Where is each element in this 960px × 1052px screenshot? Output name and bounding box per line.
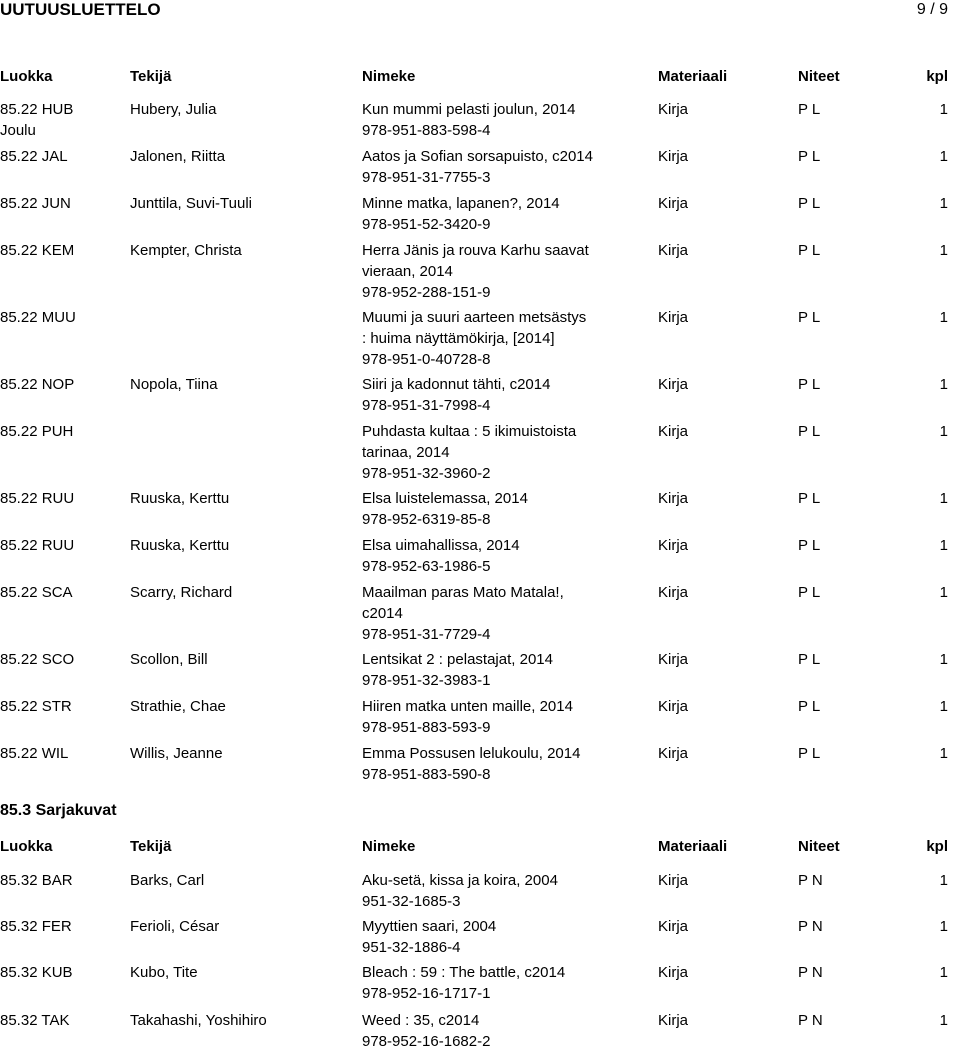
cell-tekija: Ruuska, Kerttu xyxy=(130,537,230,554)
cell-kpl: 1 xyxy=(939,376,948,393)
cell-luokka xyxy=(0,240,125,261)
header-tekija: Tekijä xyxy=(130,68,172,85)
cell-tekija: Ferioli, César xyxy=(130,918,220,935)
cell-kpl: 1 xyxy=(939,1012,948,1029)
luokka-line: 85.22 NOP xyxy=(0,376,75,393)
nimeke-line: 978-951-883-598-4 xyxy=(362,122,491,139)
cell-tekija: Ruuska, Kerttu xyxy=(130,490,230,507)
cell-materiaali: Kirja xyxy=(658,101,689,118)
luokka-line: 85.22 PUH xyxy=(0,423,74,440)
cell-nimeke xyxy=(362,916,642,958)
nimeke-line: Aku-setä, kissa ja koira, 2004 xyxy=(362,872,558,889)
nimeke-line: Weed : 35, c2014 xyxy=(362,1012,480,1029)
cell-niteet: P L xyxy=(798,745,821,762)
page-title: UUTUUSLUETTELO xyxy=(0,0,161,19)
cell-luokka xyxy=(0,193,125,214)
cell-materiaali: Kirja xyxy=(658,918,689,935)
header-luokka: Luokka xyxy=(0,838,53,855)
cell-luokka xyxy=(0,374,125,395)
cell-materiaali: Kirja xyxy=(658,537,689,554)
cell-materiaali: Kirja xyxy=(658,745,689,762)
cell-luokka xyxy=(0,488,125,509)
cell-nimeke xyxy=(362,240,642,303)
cell-tekija: Jalonen, Riitta xyxy=(130,148,226,165)
luokka-line: 85.22 WIL xyxy=(0,745,69,762)
nimeke-line: Kun mummi pelasti joulun, 2014 xyxy=(362,101,576,118)
cell-tekija: Barks, Carl xyxy=(130,872,205,889)
nimeke-line: Myyttien saari, 2004 xyxy=(362,918,497,935)
cell-materiaali: Kirja xyxy=(658,376,689,393)
cell-tekija: Takahashi, Yoshihiro xyxy=(130,1012,267,1029)
luokka-line: Joulu xyxy=(0,122,36,139)
header-nimeke: Nimeke xyxy=(362,68,416,85)
luokka-line: 85.22 SCO xyxy=(0,651,75,668)
nimeke-line: vieraan, 2014 xyxy=(362,263,453,280)
luokka-line: 85.22 SCA xyxy=(0,584,73,601)
cell-kpl: 1 xyxy=(939,490,948,507)
luokka-line: 85.22 KEM xyxy=(0,242,75,259)
nimeke-line: 978-952-63-1986-5 xyxy=(362,558,491,575)
cell-niteet: P L xyxy=(798,148,821,165)
nimeke-line: Bleach : 59 : The battle, c2014 xyxy=(362,964,566,981)
nimeke-line: 978-952-6319-85-8 xyxy=(362,511,491,528)
cell-nimeke xyxy=(362,743,642,785)
cell-nimeke xyxy=(362,307,642,370)
cell-niteet: P L xyxy=(798,101,821,118)
luokka-line: 85.22 JUN xyxy=(0,195,71,212)
nimeke-line: Maailman paras Mato Matala!, xyxy=(362,584,564,601)
cell-luokka xyxy=(0,962,125,983)
cell-luokka xyxy=(0,582,125,603)
cell-nimeke xyxy=(362,870,642,912)
cell-nimeke xyxy=(362,649,642,691)
header-luokka: Luokka xyxy=(0,68,53,85)
cell-materiaali: Kirja xyxy=(658,872,689,889)
luokka-line: 85.22 STR xyxy=(0,698,72,715)
header-kpl: kpl xyxy=(926,68,948,85)
nimeke-line: 978-952-288-151-9 xyxy=(362,284,491,301)
cell-luokka xyxy=(0,696,125,717)
cell-luokka xyxy=(0,870,125,891)
cell-tekija: Hubery, Julia xyxy=(130,101,217,118)
header-materiaali: Materiaali xyxy=(658,838,728,855)
cell-nimeke xyxy=(362,962,642,1004)
cell-materiaali: Kirja xyxy=(658,423,689,440)
luokka-line: 85.32 BAR xyxy=(0,872,73,889)
cell-nimeke xyxy=(362,1010,642,1052)
luokka-line: 85.32 TAK xyxy=(0,1012,70,1029)
cell-kpl: 1 xyxy=(939,309,948,326)
cell-materiaali: Kirja xyxy=(658,242,689,259)
nimeke-line: 978-952-16-1682-2 xyxy=(362,1033,491,1050)
cell-niteet: P N xyxy=(798,918,823,935)
cell-kpl: 1 xyxy=(939,101,948,118)
cell-luokka xyxy=(0,421,125,442)
cell-niteet: P L xyxy=(798,376,821,393)
cell-tekija: Kempter, Christa xyxy=(130,242,242,259)
cell-tekija: Junttila, Suvi-Tuuli xyxy=(130,195,252,212)
nimeke-line: Puhdasta kultaa : 5 ikimuistoista xyxy=(362,423,577,440)
cell-tekija: Kubo, Tite xyxy=(130,964,198,981)
cell-materiaali: Kirja xyxy=(658,490,689,507)
luokka-line: 85.32 FER xyxy=(0,918,72,935)
cell-nimeke xyxy=(362,421,642,484)
cell-niteet: P L xyxy=(798,490,821,507)
cell-kpl: 1 xyxy=(939,918,948,935)
cell-niteet: P N xyxy=(798,872,823,889)
cell-materiaali: Kirja xyxy=(658,584,689,601)
cell-niteet: P L xyxy=(798,423,821,440)
cell-nimeke xyxy=(362,193,642,235)
nimeke-line: 978-951-31-7755-3 xyxy=(362,169,491,186)
cell-materiaali: Kirja xyxy=(658,195,689,212)
header-kpl: kpl xyxy=(926,838,948,855)
cell-kpl: 1 xyxy=(939,584,948,601)
nimeke-line: 951-32-1685-3 xyxy=(362,893,461,910)
nimeke-line: 978-951-883-593-9 xyxy=(362,719,491,736)
cell-niteet: P N xyxy=(798,1012,823,1029)
cell-niteet: P L xyxy=(798,698,821,715)
nimeke-line: Emma Possusen lelukoulu, 2014 xyxy=(362,745,581,762)
cell-luokka xyxy=(0,649,125,670)
cell-tekija: Strathie, Chae xyxy=(130,698,226,715)
cell-kpl: 1 xyxy=(939,872,948,889)
nimeke-line: 978-952-16-1717-1 xyxy=(362,985,491,1002)
cell-nimeke xyxy=(362,146,642,188)
cell-kpl: 1 xyxy=(939,242,948,259)
cell-nimeke xyxy=(362,535,642,577)
cell-kpl: 1 xyxy=(939,964,948,981)
nimeke-line: Elsa uimahallissa, 2014 xyxy=(362,537,520,554)
cell-kpl: 1 xyxy=(939,651,948,668)
nimeke-line: 978-951-32-3960-2 xyxy=(362,465,491,482)
nimeke-line: : huima näyttämökirja, [2014] xyxy=(362,330,555,347)
nimeke-line: 978-951-31-7729-4 xyxy=(362,626,491,643)
nimeke-line: 978-951-883-590-8 xyxy=(362,766,491,783)
nimeke-line: c2014 xyxy=(362,605,403,622)
luokka-line: 85.22 RUU xyxy=(0,537,75,554)
header-niteet: Niteet xyxy=(798,838,840,855)
nimeke-line: Muumi ja suuri aarteen metsästys xyxy=(362,309,587,326)
luokka-line: 85.22 RUU xyxy=(0,490,75,507)
cell-tekija: Scarry, Richard xyxy=(130,584,233,601)
cell-kpl: 1 xyxy=(939,148,948,165)
cell-kpl: 1 xyxy=(939,537,948,554)
nimeke-line: 978-951-52-3420-9 xyxy=(362,216,491,233)
header-materiaali: Materiaali xyxy=(658,68,728,85)
nimeke-line: Lentsikat 2 : pelastajat, 2014 xyxy=(362,651,553,668)
luokka-line: 85.22 HUB xyxy=(0,101,74,118)
luokka-line: 85.22 MUU xyxy=(0,309,76,326)
cell-nimeke xyxy=(362,488,642,530)
cell-nimeke xyxy=(362,99,642,141)
cell-kpl: 1 xyxy=(939,745,948,762)
cell-luokka xyxy=(0,99,125,141)
header-tekija: Tekijä xyxy=(130,838,172,855)
cell-nimeke xyxy=(362,696,642,738)
cell-kpl: 1 xyxy=(939,423,948,440)
cell-materiaali: Kirja xyxy=(658,1012,689,1029)
nimeke-line: Siiri ja kadonnut tähti, c2014 xyxy=(362,376,551,393)
cell-nimeke xyxy=(362,374,642,416)
luokka-line: 85.22 JAL xyxy=(0,148,68,165)
cell-luokka xyxy=(0,535,125,556)
nimeke-line: Hiiren matka unten maille, 2014 xyxy=(362,698,573,715)
nimeke-line: 978-951-31-7998-4 xyxy=(362,397,491,414)
cell-kpl: 1 xyxy=(939,698,948,715)
cell-tekija: Scollon, Bill xyxy=(130,651,208,668)
nimeke-line: tarinaa, 2014 xyxy=(362,444,450,461)
cell-niteet: P L xyxy=(798,651,821,668)
header-niteet: Niteet xyxy=(798,68,840,85)
cell-niteet: P L xyxy=(798,309,821,326)
cell-niteet: P L xyxy=(798,195,821,212)
header-nimeke: Nimeke xyxy=(362,838,416,855)
cell-nimeke xyxy=(362,582,642,645)
nimeke-line: Aatos ja Sofian sorsapuisto, c2014 xyxy=(362,148,593,165)
nimeke-line: Minne matka, lapanen?, 2014 xyxy=(362,195,560,212)
cell-kpl: 1 xyxy=(939,195,948,212)
nimeke-line: 951-32-1886-4 xyxy=(362,939,461,956)
cell-niteet: P L xyxy=(798,242,821,259)
cell-materiaali: Kirja xyxy=(658,309,689,326)
table-header xyxy=(0,837,960,857)
cell-luokka xyxy=(0,743,125,764)
cell-materiaali: Kirja xyxy=(658,148,689,165)
cell-niteet: P L xyxy=(798,537,821,554)
cell-materiaali: Kirja xyxy=(658,964,689,981)
page-number: 9 / 9 xyxy=(916,1,948,18)
cell-tekija: Nopola, Tiina xyxy=(130,376,218,393)
section-heading: 85.3 Sarjakuvat xyxy=(0,802,117,819)
cell-niteet: P L xyxy=(798,584,821,601)
nimeke-line: 978-951-32-3983-1 xyxy=(362,672,491,689)
luokka-line: 85.32 KUB xyxy=(0,964,73,981)
cell-luokka xyxy=(0,307,125,328)
nimeke-line: 978-951-0-40728-8 xyxy=(362,351,491,368)
table-header xyxy=(0,67,960,87)
cell-materiaali: Kirja xyxy=(658,651,689,668)
cell-luokka xyxy=(0,146,125,167)
cell-materiaali: Kirja xyxy=(658,698,689,715)
cell-tekija: Willis, Jeanne xyxy=(130,745,223,762)
cell-luokka xyxy=(0,1010,125,1031)
cell-luokka xyxy=(0,916,125,937)
nimeke-line: Elsa luistelemassa, 2014 xyxy=(362,490,528,507)
nimeke-line: Herra Jänis ja rouva Karhu saavat xyxy=(362,242,589,259)
cell-niteet: P N xyxy=(798,964,823,981)
